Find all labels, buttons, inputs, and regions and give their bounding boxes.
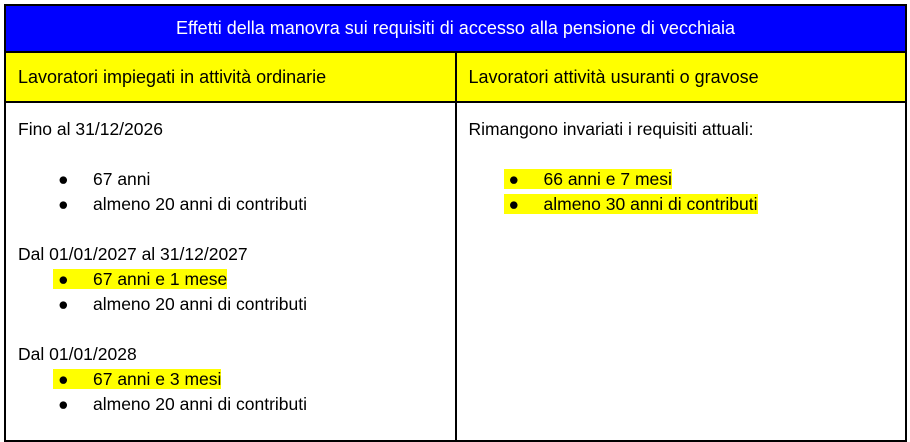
- column-header-ordinary: Lavoratori impiegati in attività ordinarie: [5, 52, 456, 102]
- bullet-item: [18, 367, 455, 392]
- bullet-text: 66 anni e 7 mesi: [543, 169, 672, 189]
- bullet-item-wrap: [504, 194, 758, 214]
- bullet-icon: ●: [58, 269, 69, 289]
- bullet-text: 67 anni e 3 mesi: [93, 369, 222, 389]
- group-label: Dal 01/01/2028: [18, 344, 137, 364]
- spacer-line: [18, 317, 455, 342]
- bullet-icon: ●: [58, 394, 69, 414]
- bullet-icon: ●: [58, 194, 69, 214]
- bullet-text: almeno 20 anni di contributi: [93, 394, 308, 414]
- bullet-item: [469, 167, 906, 192]
- ordinary-workers-cell: [5, 102, 456, 441]
- bullet-item-wrap: [53, 394, 307, 414]
- bullet-item: [18, 392, 455, 417]
- spacer-line: [18, 217, 455, 242]
- bullet-item-wrap: [53, 194, 307, 214]
- spacer-line: [18, 142, 455, 167]
- bullet-item-wrap: [53, 369, 221, 389]
- bullet-icon: ●: [58, 169, 69, 189]
- bullet-item-wrap: [504, 169, 672, 189]
- bullet-text: almeno 20 anni di contributi: [93, 294, 308, 314]
- table-title: Effetti della manovra sui requisiti di accesso alla pensione di vecchiaia: [5, 5, 906, 52]
- pension-requirements-table: [4, 4, 907, 442]
- group-label: Fino al 31/12/2026: [18, 119, 163, 139]
- column-header-usuranti: Lavoratori attività usuranti o gravose: [456, 52, 907, 102]
- bullet-icon: ●: [508, 194, 520, 214]
- bullet-item-wrap: [53, 269, 227, 289]
- bullet-icon: ●: [508, 169, 520, 189]
- bullet-icon: ●: [58, 294, 69, 314]
- group-label: Dal 01/01/2027 al 31/12/2027: [18, 244, 248, 264]
- usuranti-workers-cell: [456, 102, 907, 441]
- bullet-text: 67 anni e 1 mese: [93, 269, 228, 289]
- bullet-text: almeno 30 anni di contributi: [543, 194, 758, 214]
- group-label: Rimangono invariati i requisiti attuali:: [468, 119, 754, 139]
- bullet-text: almeno 20 anni di contributi: [93, 194, 308, 214]
- bullet-item: [18, 267, 455, 292]
- bullet-text: 67 anni: [93, 169, 151, 189]
- bullet-item-wrap: [53, 294, 307, 314]
- spacer-line: [469, 142, 906, 167]
- bullet-item: [18, 167, 455, 192]
- bullet-item: [18, 292, 455, 317]
- bullet-item: [469, 192, 906, 217]
- bullet-icon: ●: [58, 369, 69, 389]
- bullet-item-wrap: [53, 169, 150, 189]
- bullet-item: [18, 192, 455, 217]
